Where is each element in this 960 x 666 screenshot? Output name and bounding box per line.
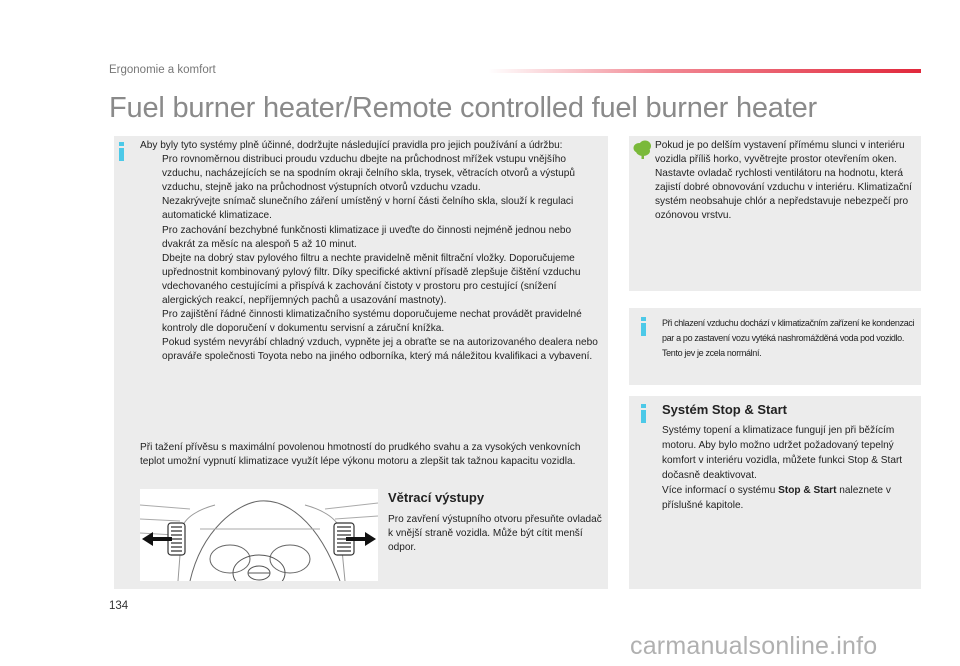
info-icon (119, 142, 124, 161)
section-label: Ergonomie a komfort (109, 64, 216, 76)
list-item: Dbejte na dobrý stav pylového filtru a nechte pravidelně měnit filtrační vložky. Doporučujeme upřednostnit kombinovaný pylový filtr. Díky specifické aktivní přísadě zlepšuje čištění vzduchu vdechovaného cestujícími a přispívá k zachování čistoty v prostoru pro cestující (snížení alergických reakcí, nepříjemných pachů a usazování mastnoty). (162, 252, 581, 307)
page-number: 134 (109, 600, 129, 612)
intro-paragraph: Aby byly tyto systémy plně účinné, dodržujte následující pravidla pro jejich používání a údržbu: (140, 140, 563, 151)
list-item: Pro zachování bezchybné funkčnosti klimatizace ji uveďte do činnosti nejméně jednou nebo dvakrát za měsíc na alespoň 5 až 10 minut. (162, 224, 572, 250)
eco-text: Pokud je po delším vystavení přímému slunci v interiéru vozidla příliš horko, vyvětrejte prostor otevřením oken. Nastavte ovladač rychlosti ventilátoru na hodnotu, která zajistí dobré obnovování vzduchu v interiéru. Klimatizační systém neobsahuje chlór a nepředstavuje nebezpečí pro ozónovou vrstvu. (655, 140, 912, 222)
vents-title: Větrací výstupy (388, 490, 485, 505)
list-item: Pokud systém nevyrábí chladný vzduch, vypněte jej a obraťte se na autorizovaného dealera nebo opraváře společnosti Toyota nebo na jiného odborníka, který má náležitou kvalifikaci a vybavení. (162, 337, 598, 363)
watermark: carmanualsonline.info (630, 632, 878, 660)
list-item: Pro zajištění řádné činnosti klimatizačního systému doporučujeme nechat provádět pravidelné kontroly dle doporučení v dokumentu servisní a záruční knížka. (162, 309, 582, 335)
list-item: Nezakrývejte snímač slunečního záření umístěný v horní části čelního skla, slouží k regulaci automatické klimatizace. (162, 196, 574, 222)
stop-start-reference: Stop & Start (778, 485, 837, 497)
towing-paragraph: Při tažení přívěsu s maximální povolenou hmotností do prudkého svahu a za vysokých venkovních teplot umožní vypnutí klimatizace využít lépe výkonu motoru a zlepšit tak tažnou kapacitu vozidla. (140, 442, 581, 468)
condensation-text: Při chlazení vzduchu dochází v klimatizačním zařízení ke kondenzaci par a po zastavení vozu vytéká nashromážděná voda pod vozidlo. Tento jev je zcela normální. (662, 318, 915, 358)
main-text (140, 139, 606, 365)
info-icon (641, 317, 646, 336)
header-accent-line (488, 69, 921, 73)
vents-text: Pro zavření výstupního otvoru přesuňte ovladač k vnější straně vozidla. Může být cítit menší odpor. (388, 514, 602, 554)
dashboard-vents-illustration (140, 489, 378, 581)
leaf-icon (633, 140, 652, 159)
dashboard-drawing (140, 489, 378, 581)
page-title: Fuel burner heater/Remote controlled fuel burner heater (109, 92, 817, 124)
maintenance-list (140, 153, 606, 364)
stop-start-title: Systém Stop & Start (662, 402, 787, 417)
list-item: Pro rovnoměrnou distribuci proudu vzduchu dbejte na průchodnost mřížek vstupu vnějšího vzduchu, nacházejících se na spodním okraji čelního skla, trysek, větracích otvorů a výstupů vzduchu, stejně jako na průchodnost výstupních otvorů vzduchu vzadu. (162, 154, 575, 194)
stop-start-text: Systémy topení a klimatizace fungují jen při běžícím motoru. Aby bylo možno udržet požadovaný tepelný komfort v interiéru vozidla, můžete funkci Stop & Start dočasně deaktivovat. Více informací o systému Stop & Start naleznete v příslušné kapitole. (662, 425, 903, 512)
info-icon (641, 404, 646, 423)
